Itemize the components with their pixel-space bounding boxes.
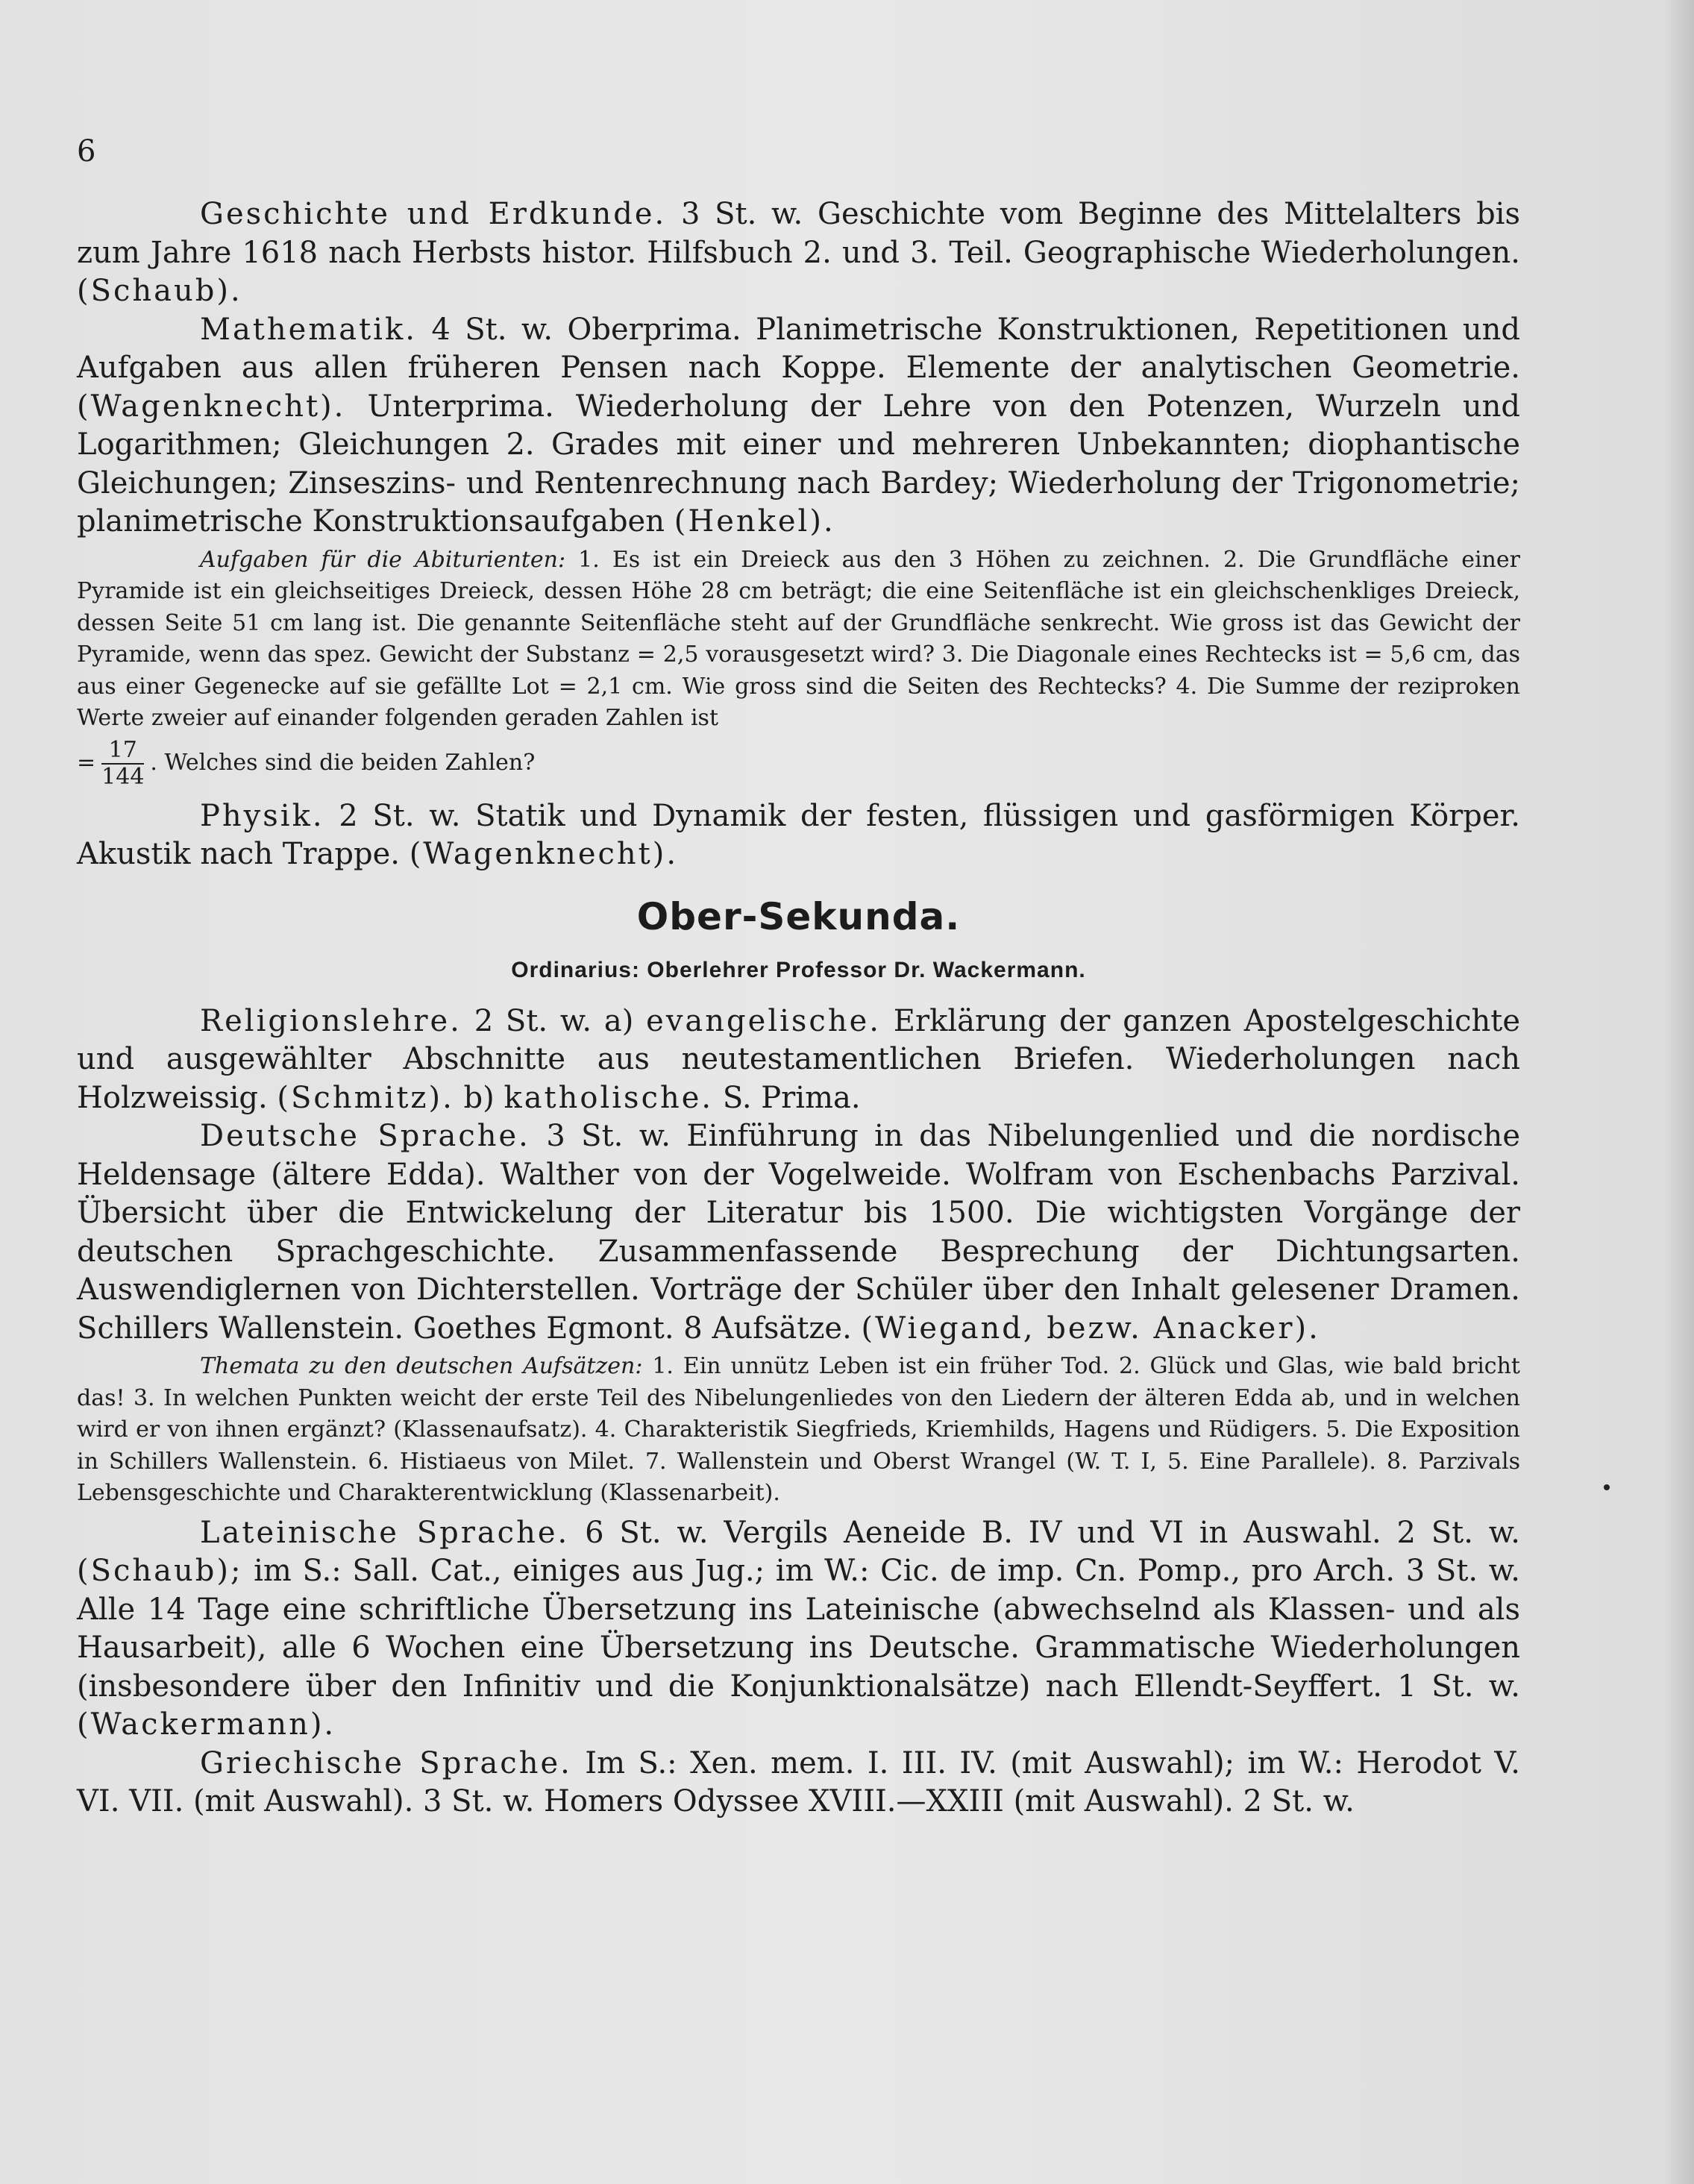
paragraph-geschichte [77,195,1520,311]
teacher-name: (Schaub). [77,274,242,308]
paragraph-text: b) [463,1080,495,1115]
fraction [101,738,144,790]
subject-label: Deutsche Sprache. [200,1119,530,1153]
paragraph-deutsch [77,1117,1520,1348]
paragraph-text: Erklärung der ganzen Apostelgeschichte und ausgewählter Abschnitte aus neutestamentlichen Briefen. Wiederholungen nach Holzweissig. [77,1003,1521,1115]
paragraph-latein [77,1514,1520,1745]
note-label: Themata zu den deutschen Aufsätzen: [200,1353,643,1379]
paragraph-text: 2 St. w. Statik und Dynamik der festen, flüssigen und gasförmigen Körper. Akustik nach Trappe. [77,798,1520,871]
section-heading: Ober-Sekunda. [636,894,961,938]
teacher-name: (Schaub); [77,1554,243,1588]
subject-label: Lateinische Sprache. [200,1515,570,1550]
teacher-name: (Wackermann). [77,1707,336,1742]
paragraph-physik [77,797,1520,874]
paragraph-text: 3 St. w. Geschichte vom Beginne des Mittelalters bis zum Jahre 1618 nach Herbsts histor. Hilfsbuch 2. und 3. Teil. Geographische Wiederholungen. [77,197,1520,270]
paragraph-text: im S.: Sall. Cat., einiges aus Jug.; im W.: Cic. de imp. Cn. Pomp., pro Arch. 3 St. w. Alle 14 Tage eine schriftliche Übersetzung ins Lateinische (abwechselnd als Klassen- und als Hausarbeit), alle 6 Wochen eine Übersetzung ins Deutsche. Grammatische Wiederholungen (insbesondere über den Infinitiv und die Konjunktionalsätze) nach Ellendt-Seyffert. 1 St. w. [77,1554,1520,1704]
paragraph-text: 2 St. w. a) [474,1003,634,1038]
subject-label: Physik. [200,798,324,833]
note-text: 1. Ein unnütz Leben ist ein früher Tod. 2. Glück und Glas, wie bald bricht das! 3. In welchen Punkten weicht der erste Teil des Nibelungenliedes von den Liedern der älteren Edda ab, und in welchen wird er von ihnen ergänzt? (Klassenaufsatz). 4. Charakteristik Siegfrieds, Kriemhilds, Hagens und Rüdigers. 5. Die Exposition in Schillers Wallenstein. 6. Histiaeus von Milet. 7. Wallenstein und Oberst Wrangel (W. T. I, 5. Eine Parallele). 8. Parzivals Lebensgeschichte und Charakterentwicklung (Klassenarbeit). [77,1353,1520,1506]
paragraph-mathematik [77,311,1520,542]
teacher-name: (Wagenknecht). [409,837,679,871]
subject-label: Mathematik. [200,312,417,347]
teacher-name: (Schmitz). [277,1080,454,1115]
subject-label: Griechische Sprache. [200,1745,572,1780]
page-number: 6 [77,134,96,169]
note-text: 1. Es ist ein Dreieck aus den 3 Höhen zu zeichnen. 2. Die Grundfläche einer Pyramide ist ein gleichseitiges Dreieck, dessen Höhe 28 cm beträgt; die eine Seitenfläche ist ein gleichschenkliges Dreieck, dessen Seite 51 cm lang ist. Die genannte Seitenfläche steht auf der Grundfläche senkrecht. Wie gross ist das Gewicht der Pyramide, wenn das spez. Gewicht der Substanz = 2,5 vorausgesetzt wird? 3. Die Diagonale eines Rechtecks ist = 5,6 cm, das aus einer Gegenecke auf sie gefällte Lot = 2,1 cm. Wie gross sind die Seiten des Rechtecks? 4. Die Summe der reziproken Werte zweier auf einander folgenden geraden Zahlen ist [77,546,1520,731]
subject-label: Geschichte und Erdkunde. [200,197,667,231]
paragraph-text: 3 St. w. Einführung in das Nibelungenlied und die nordische Heldensage (ältere Edda). Walther von der Vogelweide. Wolfram von Eschenbachs Parzival. Übersicht über die Entwickelung der Literatur bis 1500. Die wichtigsten Vorgänge der deutschen Sprachgeschichte. Zusammenfassende Besprechung der Dichtungsarten. Auswendiglernen von Dichterstellen. Vorträge der Schüler über den Inhalt gelesener Dramen. Schillers Wallenstein. Goethes Egmont. 8 Aufsätze. [77,1119,1520,1346]
sub-label: katholische. [504,1080,714,1115]
paragraph-text: Unterprima. Wiederholung der Lehre von den Potenzen, Wurzeln und Logarithmen; Gleichungen 2. Grades mit einer und mehreren Unbekannten; diophantische Gleichungen; Zinseszins- und Rentenrechnung nach Bardey; Wiederholung der Trigonometrie; planimetrische Konstruktionsaufgaben [77,389,1520,539]
teacher-name: (Henkel). [674,504,835,539]
sub-label: evangelische. [646,1003,881,1038]
paragraph-aufgaben [77,545,1520,735]
teacher-name: (Wiegand, bezw. Anacker). [861,1311,1320,1346]
page-content [77,195,1520,1821]
fraction-denominator: 144 [101,763,145,790]
equals-sign: = [77,749,96,776]
paragraph-griechisch [77,1745,1520,1821]
subject-label: Religionslehre. [200,1003,462,1038]
note-label: Aufgaben für die Abiturienten: [200,546,566,573]
ordinarius-line: Ordinarius: Oberlehrer Professor Dr. Wackermann. [511,957,1086,982]
paragraph-religion [77,1002,1520,1118]
fraction-numerator: 17 [101,738,144,765]
teacher-name: (Wagenknecht). [77,389,346,424]
note-text: . Welches sind die beiden Zahlen? [150,749,536,776]
ink-dot [1604,1484,1610,1490]
paragraph-text: 6 St. w. Vergils Aeneide B. IV und VI in Auswahl. 2 St. w. [585,1515,1521,1550]
paragraph-themata [77,1351,1520,1510]
fraction-line [77,738,1520,790]
paragraph-text: S. Prima. [722,1080,861,1115]
paragraph-text: 4 St. w. Oberprima. Planimetrische Konstruktionen, Repetitionen und Aufgaben aus allen früheren Pensen nach Koppe. Elemente der analytischen Geometrie. [77,312,1521,385]
paragraph-text: Im S.: Xen. mem. I. III. IV. (mit Auswahl); im W.: Herodot V. VI. VII. (mit Auswahl). 3 St. w. Homers Odyssee XVIII.—XXIII (mit Auswahl). 2 St. w. [77,1745,1520,1819]
